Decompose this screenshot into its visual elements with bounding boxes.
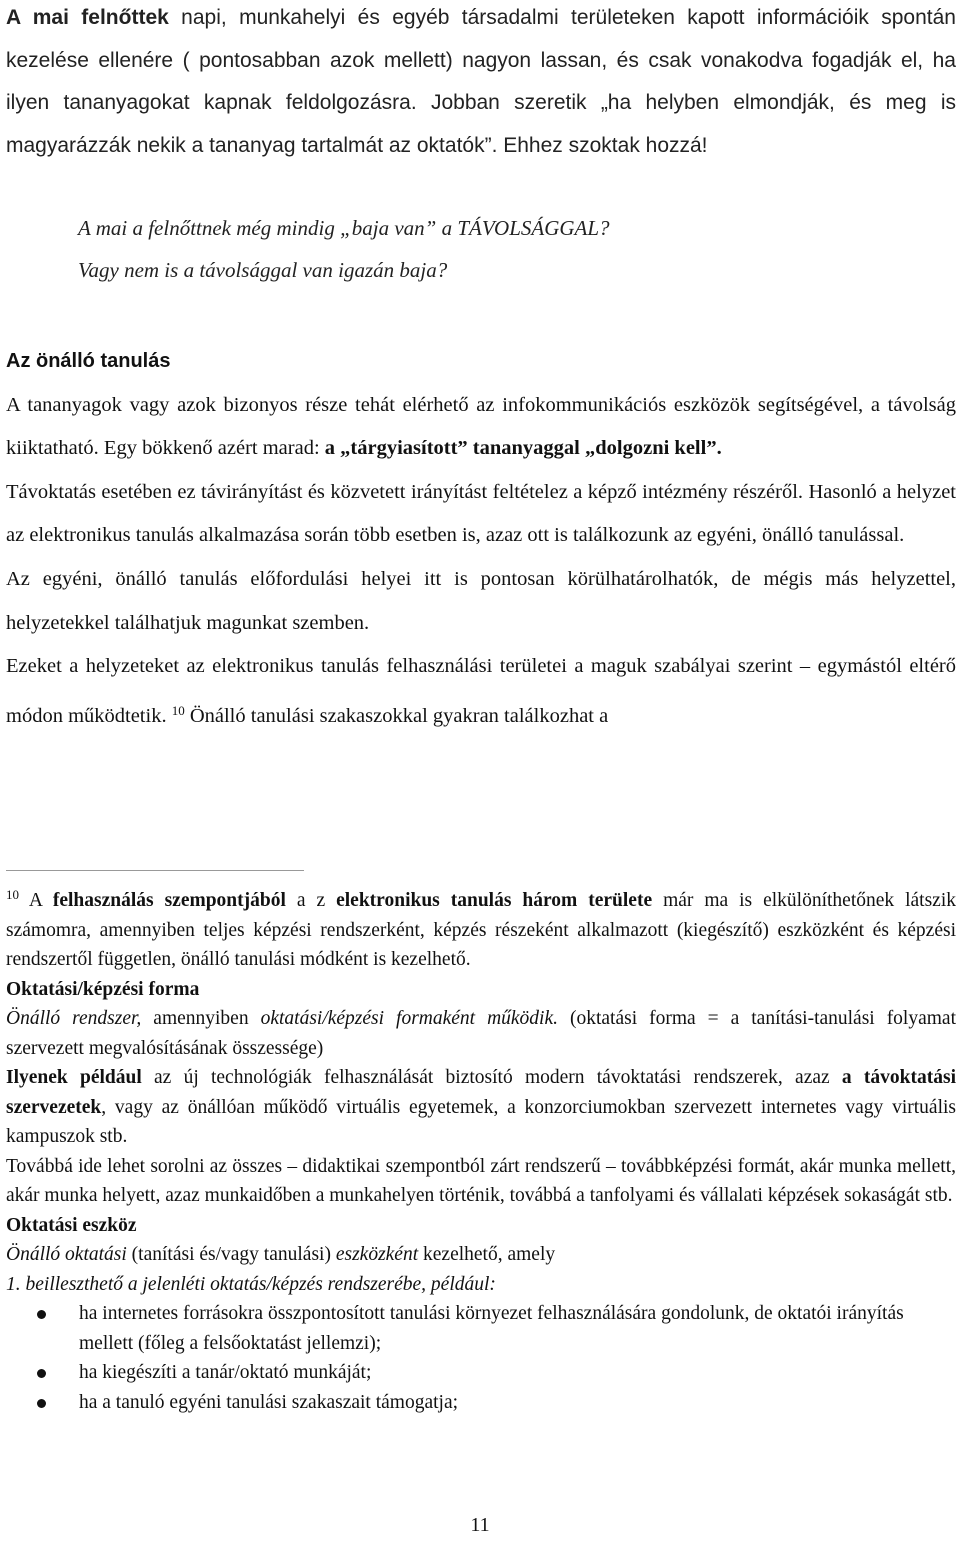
footnote-list-intro: 1. beilleszthető a jelenléti oktatás/képzés rendszerébe, például: — [6, 1273, 496, 1295]
section-paragraph-1: A tananyagok vagy azok bizonyos része tehát elérhető az infokommunikációs eszközök segítségével, a távolság kiiktatható. Egy bökkenő azért marad: a „tárgyiasított” tananyaggal „dolgozni kell”. — [6, 393, 956, 460]
footnote-heading-1: Oktatási/képzési forma — [6, 978, 200, 1000]
footnote-mark: 10 — [6, 887, 19, 902]
intro-text: napi, munkahelyi és egyéb társadalmi területeken kapott információik spontán kezelése ellenére ( pontosabban azok mellett) nagyon lassan, és csak vonakodva fogadják el, ha ilyen tananyagokat kapnak feldolgozásra. Jobban szeretik „ha helyben elmondják, és meg is magyarázzák nekik a tananyag tartalmát az oktatók”. Ehhez szoktak hozzá! — [6, 6, 956, 157]
section-paragraph-1-bold: a „tárgyiasított” tananyaggal „dolgozni kell”. — [324, 437, 722, 460]
page-number: 11 — [470, 1514, 490, 1536]
footnote-paragraph-4: Továbbá ide lehet sorolni az összes – didaktikai szempontból zárt rendszerű – továbbképzési formát, akár munka mellett, akár munka helyett, azaz munkaidőben a munkahelyen történik, továbbá a tanfolyami és vállalati képzések sokaságát stb. — [6, 1155, 956, 1206]
section-heading: Az önálló tanulás — [6, 350, 171, 372]
section-paragraph-3: Az egyéni, önálló tanulás előfordulási helyei itt is pontosan körülhatárolhatók, de mégis más helyzettel, helyzetekkel találhatjuk magunkat szemben. — [6, 567, 956, 634]
question-1: A mai a felnőttnek még mindig „baja van” a TÁVOLSÁGGAL? — [78, 216, 610, 240]
footnote-heading-2: Oktatási eszköz — [6, 1214, 137, 1236]
bullet-icon — [37, 1399, 46, 1408]
footnote-paragraph-1: $^{10}$ A felhasználás szempontjából a z elektronikus tanulás három területe már ma is elkülöníthetőnek látszik számomra, amennyiben teljes képzési rendszerként, képzés részeként alkalmazott (kiegészítő) eszközként és képzési rendszertől független, önálló tanulási módként is kezelhető. — [6, 887, 957, 970]
footnote-separator — [6, 870, 304, 871]
intro-lead: A mai felnőttek — [6, 6, 169, 29]
question-2: Vagy nem is a távolsággal van igazán baja? — [78, 258, 448, 282]
footnote-ref: 10 — [171, 702, 185, 718]
list-item: ha a tanuló egyéni tanulási szakaszait támogatja; — [6, 1388, 956, 1418]
footnote-paragraph-5: Önálló oktatási (tanítási és/vagy tanulási) eszközként kezelhető, amely — [6, 1244, 556, 1265]
list-item: ha kiegészíti a tanár/oktató munkáját; — [6, 1358, 956, 1388]
footnote — [6, 880, 956, 1417]
footnote-paragraph-2: Önálló rendszer, amennyiben oktatási/képzési formaként működik. (oktatási forma = a tanítási-tanulási folyamat szervezett megvalósításának összessége) — [6, 1008, 957, 1059]
footnote-bullet-list — [6, 1299, 956, 1417]
section-paragraph-4: Ezeket a helyzeteket az elektronikus tanulás felhasználási területei a maguk szabályai szerint – egymástól eltérő módon működtetik. $^{10}$ Önálló tanulási szakaszokkal gyakran találkozhat a — [6, 655, 956, 727]
section-self-learning — [6, 340, 956, 738]
list-item: ha internetes forrásokra összpontosított tanulási környezet felhasználására gondolunk, de oktatói irányítás mellett (főleg a felsőoktatást jellemzi); — [6, 1299, 956, 1358]
bullet-icon — [37, 1310, 46, 1319]
footnote-paragraph-3: Ilyenek például az új technológiák felhasználását biztosító modern távoktatási rendszerek, azaz a távoktatási szervezetek, vagy az önállóan működő virtuális egyetemek, a konzorciumokban szervezett internetes vagy virtuális kampuszok stb. — [6, 1067, 956, 1147]
bullet-icon — [37, 1369, 46, 1378]
section-paragraph-2: Távoktatás esetében ez távirányítást és közvetett irányítást feltételez a képző intézmény részéről. Hasonló a helyzet az elektronikus tanulás alkalmazása során több esetben is, azaz ott is találkozunk az egyéni, önálló tanulással. — [6, 480, 956, 547]
intro-paragraph — [6, 0, 956, 167]
